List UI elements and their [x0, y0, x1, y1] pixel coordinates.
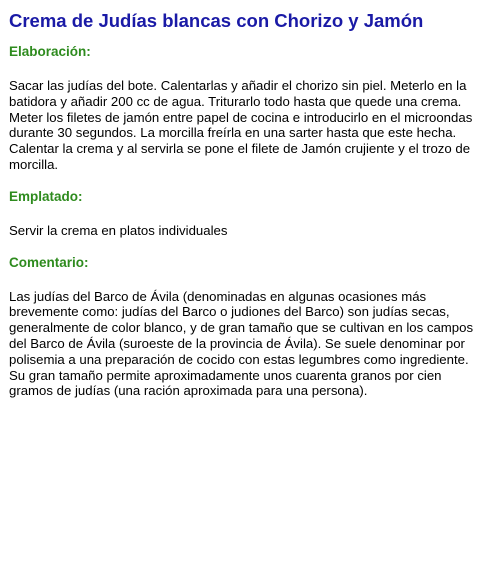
section-elaboracion — [9, 43, 479, 173]
comentario-text: Las judías del Barco de Ávila (denominadas en algunas ocasiones más brevemente como: judías del Barco o judiones del Barco) son judías secas, generalmente de color blanco, y de gran tamaño que se cultivan en los campos del Barco de Ávila (suroeste de la provincia de Ávila). Se suele denominar por polisemia a una preparación de cocido con estas legumbres como ingrediente. Su gran tamaño permite aproximadamente unos cuarenta granos por cien gramos de judías (una ración aproximada para una persona). — [9, 288, 474, 399]
elaboracion-heading: Elaboración: — [9, 44, 91, 59]
emplatado-heading: Emplatado: — [9, 188, 83, 204]
recipe-title: Crema de Judías blancas con Chorizo y Jamón — [9, 10, 424, 31]
elaboracion-text: Sacar las judías del bote. Calentarlas y añadir el chorizo sin piel. Meterlo en la batidora y añadir 200 cc de agua. Triturarlo todo hasta que quede una crema. Meter los filetes de jamón entre papel de cocina e introducirlo en el microondas durante 30 segundos. La morcilla freírla en una sarter hasta que este hecha. Calentar la crema y al servirla se pone el filete de Jamón crujiente y el trozo de morcilla. — [9, 78, 473, 172]
emplatado-text: Servir la crema en platos individuales — [9, 222, 228, 238]
comentario-heading: Comentario: — [9, 254, 89, 270]
section-emplatado — [9, 188, 479, 239]
section-comentario — [9, 254, 479, 400]
